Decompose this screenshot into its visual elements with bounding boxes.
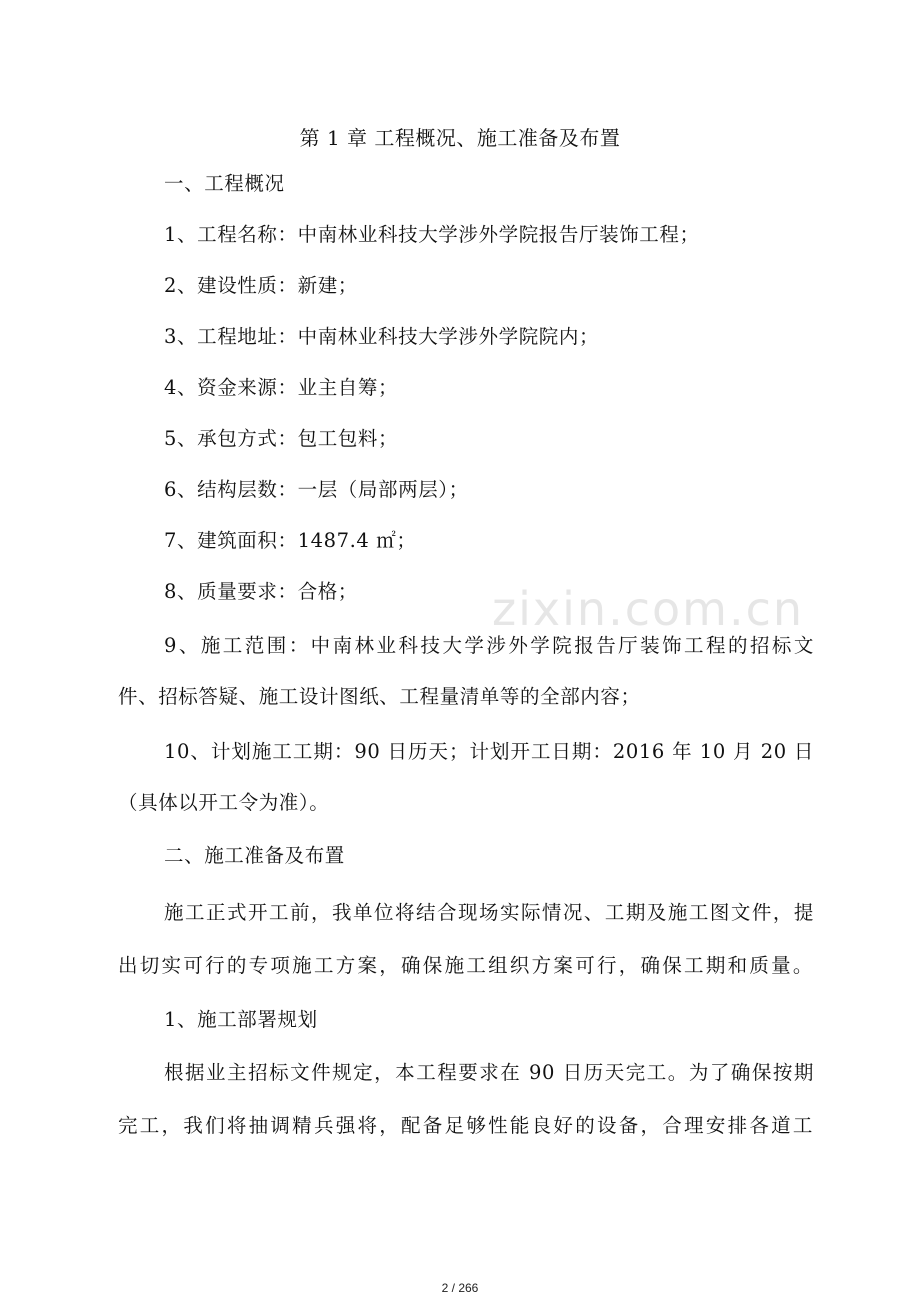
list-item: 1、工程名称：中南林业科技大学涉外学院报告厅装饰工程； xyxy=(164,223,700,246)
list-item: 2、建设性质：新建； xyxy=(164,274,358,297)
section-heading: 二、施工准备及布置 xyxy=(164,844,345,867)
list-item: 5、承包方式：包工包料； xyxy=(164,427,399,450)
watermark: zixin.com.cn xyxy=(492,582,805,636)
list-item: 6、结构层数：一层（局部两层）； xyxy=(164,478,469,501)
list-item: 7、建筑面积：1487.4 ㎡； xyxy=(164,529,417,552)
list-item-line: 9、施工范围：中南林业科技大学涉外学院报告厅装饰工程的招标文 xyxy=(164,634,814,657)
list-item-line: （具体以开工令为准）。 xyxy=(118,791,330,814)
paragraph-line: 施工正式开工前，我单位将结合现场实际情况、工期及施工图文件，提 xyxy=(164,901,814,924)
list-item: 3、工程地址：中南林业科技大学涉外学院院内； xyxy=(164,325,600,348)
list-item: 4、资金来源：业主自筹； xyxy=(164,376,399,399)
chapter-title: 第 1 章 工程概况、施工准备及布置 xyxy=(299,126,621,150)
paragraph-line: 根据业主招标文件规定，本工程要求在 90 日历天完工。为了确保按期 xyxy=(164,1061,814,1084)
subsection-heading: 1、施工部署规划 xyxy=(164,1008,318,1031)
list-item-line: 10、计划施工工期：90 日历天；计划开工日期：2016 年 10 月 20 日 xyxy=(164,740,814,763)
paragraph-line: 完工，我们将抽调精兵强将，配备足够性能良好的设备，合理安排各道工 xyxy=(118,1114,813,1137)
section-heading: 一、工程概况 xyxy=(164,172,285,195)
list-item: 8、质量要求：合格； xyxy=(164,580,358,603)
list-item-line: 件、招标答疑、施工设计图纸、工程量清单等的全部内容； xyxy=(118,685,641,708)
page-number: 2 / 266 xyxy=(441,1281,479,1295)
paragraph-line: 出切实可行的专项施工方案，确保施工组织方案可行，确保工期和质量。 xyxy=(118,954,813,977)
